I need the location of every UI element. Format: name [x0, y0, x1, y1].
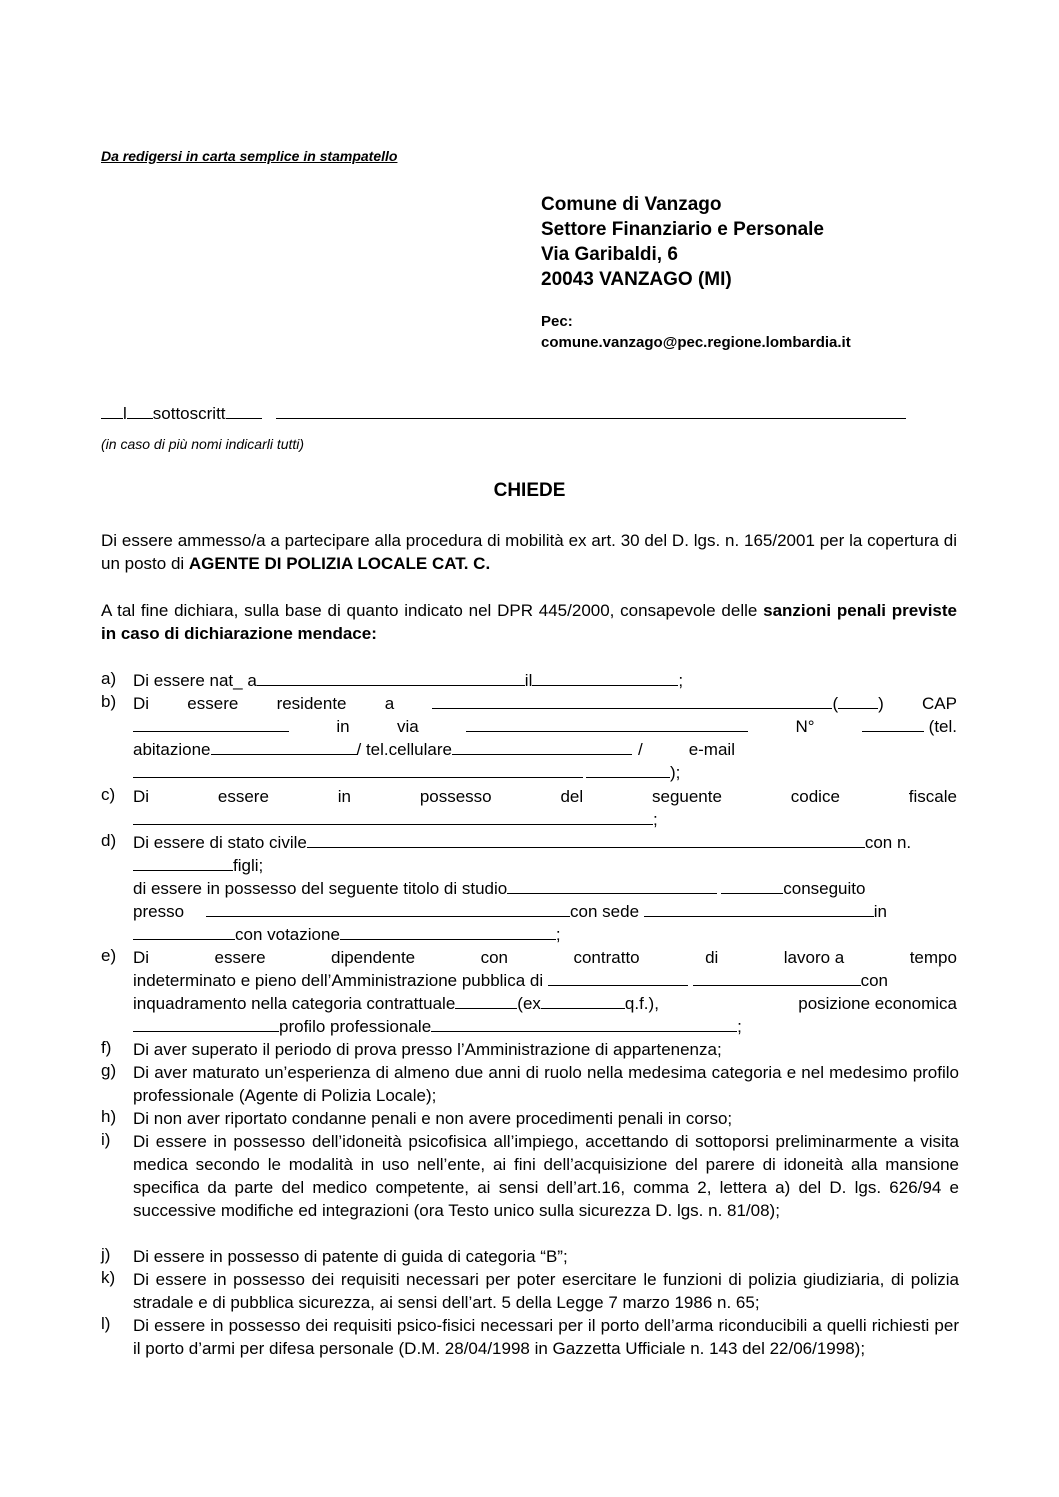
word: (tel. — [928, 717, 957, 736]
word: con sede — [570, 902, 640, 921]
cap-label: CAP — [922, 694, 957, 713]
word: con — [860, 971, 889, 990]
intro-paragraph — [101, 529, 957, 575]
word: N° — [795, 717, 815, 736]
cap-field[interactable] — [133, 715, 289, 732]
item-letter: k) — [101, 1268, 116, 1287]
word: con — [480, 948, 509, 967]
administration-field-2[interactable] — [693, 969, 861, 986]
recipient-line-1: Comune di Vanzago — [541, 194, 722, 215]
item-l-text: Di essere in possesso dei requisiti psico-fisici necessari per il porto dell’arma riconducibili a quelli richiesti per il porto d’armi per difesa personale (D.M. 28/04/1998 in Gazzetta Ufficiale n. 143 del 22/06/1998); — [133, 1316, 959, 1358]
pec-address: comune.vanzago@pec.regione.lombardia.it — [541, 334, 851, 351]
item-e-line-3 — [133, 992, 957, 1015]
item-b-line-4b — [586, 761, 706, 784]
word: Di — [133, 787, 150, 806]
item-d-line-4 — [133, 900, 957, 923]
birthdate-field[interactable] — [532, 669, 678, 686]
word: possesso — [419, 787, 492, 806]
signatory-label: sottoscritt — [152, 404, 226, 423]
item-letter: j) — [101, 1245, 111, 1264]
word: Di essere di stato civile — [133, 833, 307, 852]
word: e-mail — [688, 740, 735, 759]
grade-field[interactable] — [340, 923, 556, 940]
word: residente — [276, 694, 347, 713]
word: in — [873, 902, 887, 921]
item-d-line-5 — [133, 923, 957, 946]
signatory-note: (in caso di più nomi indicarli tutti) — [101, 436, 305, 452]
word: di — [705, 948, 719, 967]
residence-city-field[interactable] — [432, 692, 832, 709]
former-category-field[interactable] — [541, 992, 625, 1009]
item-b-line-2 — [133, 715, 957, 738]
intro-bold: AGENTE DI POLIZIA LOCALE CAT. C. — [188, 554, 491, 573]
word: Di — [133, 948, 150, 967]
item-letter: f) — [101, 1038, 112, 1057]
home-phone-field[interactable] — [211, 738, 357, 755]
punct: ( — [832, 694, 839, 713]
item-f-text: Di aver superato il periodo di prova presso l’Amministrazione di appartenenza; — [133, 1040, 722, 1059]
administration-field[interactable] — [548, 969, 688, 986]
year-field[interactable] — [133, 923, 235, 940]
item-k-text: Di essere in possesso dei requisiti necessari per poter esercitare le funzioni di polizia giudiziaria, di polizia stradale e di pubblica sicurezza, ai sensi dell’art. 5 della Legge 7 marzo 1986 n. 65; — [133, 1270, 959, 1312]
item-i-text: Di essere in possesso dell’idoneità psicofisica all’impiego, accettando di sottoporsi preliminarmente a visita medica secondo le modalità in uso nell’ente, ai fini dell’acquisizione del parere di idoneità alla mansione specifica da parte del medico competente, ai sensi dell’art.16, comma 2, lettera a) del D. lgs. 626/94 e successive modifiche ed integrazioni (ora Testo unico sulla sicurezza D. lgs. n. 81/08); — [133, 1132, 959, 1220]
word: via — [396, 717, 419, 736]
item-b-line-3 — [133, 738, 957, 761]
item-c-line-2 — [133, 808, 957, 831]
item-a-text: Di essere nat_ a — [133, 671, 257, 690]
punct: ; — [555, 925, 561, 944]
word: fiscale — [908, 787, 957, 806]
intro-text: Di essere ammesso/a a partecipare alla procedura di mobilità ex art. 30 del D. lgs. n. 165/2001 per la copertura di un posto di — [101, 531, 957, 573]
item-d-line-1 — [133, 831, 957, 854]
blank[interactable] — [226, 402, 262, 419]
item-b-line-4 — [133, 761, 957, 784]
email-field-2[interactable] — [586, 761, 670, 778]
street-field[interactable] — [466, 715, 748, 732]
word: codice — [790, 787, 840, 806]
word: q.f.), — [624, 994, 659, 1013]
header-note: Da redigersi in carta semplice in stampatello — [101, 148, 398, 164]
word: seguente — [651, 787, 722, 806]
item-a-date-label: il — [524, 671, 533, 690]
word: del — [560, 787, 584, 806]
signatory-line — [101, 402, 906, 424]
word: con n. — [864, 833, 912, 852]
item-d-line-3 — [133, 877, 957, 900]
item-letter: b) — [101, 692, 117, 711]
item-letter: c) — [101, 785, 116, 804]
economic-position-field[interactable] — [133, 1015, 279, 1032]
recipient-line-4: 20043 VANZAGO (MI) — [541, 269, 732, 290]
item-letter: e) — [101, 946, 117, 965]
item-letter: g) — [101, 1061, 117, 1080]
birthplace-field[interactable] — [257, 669, 525, 686]
word: conseguito — [783, 879, 866, 898]
item-d-line-2 — [133, 854, 957, 877]
word: Di — [133, 694, 150, 713]
item-g-text: Di aver maturato un’esperienza di almeno due anni di ruolo nella medesima categoria e nel medesimo profilo professionale (Agente di Polizia Locale); — [133, 1063, 959, 1105]
recipient-line-3: Via Garibaldi, 6 — [541, 244, 678, 265]
item-j-text: Di essere in possesso di patente di guida di categoria “B”; — [133, 1247, 568, 1266]
word: lavoro a — [783, 948, 845, 967]
category-field[interactable] — [455, 992, 517, 1009]
recipient-line-2: Settore Finanziario e Personale — [541, 219, 824, 240]
word: essere — [217, 787, 269, 806]
province-field[interactable] — [838, 692, 878, 709]
children-count-field[interactable] — [133, 854, 233, 871]
page-title: CHIEDE — [493, 480, 566, 501]
word: posizione economica — [798, 994, 957, 1013]
word: figli; — [233, 856, 264, 875]
word: con votazione — [235, 925, 340, 944]
punct: ; — [678, 671, 684, 690]
institution-field[interactable] — [206, 900, 570, 917]
item-letter: d) — [101, 831, 117, 850]
word: in — [336, 717, 350, 736]
blank[interactable] — [101, 402, 123, 419]
blank[interactable] — [127, 402, 153, 419]
signatory-prefix: l — [123, 404, 127, 423]
word: essere — [214, 948, 266, 967]
degree-field-2[interactable] — [721, 877, 783, 894]
professional-profile-field[interactable] — [431, 1015, 737, 1032]
item-e-line-1 — [133, 946, 957, 969]
item-e-line-2 — [133, 969, 957, 992]
punct: ; — [653, 810, 658, 829]
marital-status-field[interactable] — [307, 831, 865, 848]
tax-code-field[interactable] — [133, 808, 653, 825]
degree-field[interactable] — [507, 877, 717, 894]
word: a — [384, 694, 395, 713]
house-number-field[interactable] — [862, 715, 924, 732]
item-b-line-1 — [133, 692, 957, 715]
word: dipendente — [331, 948, 416, 967]
mobile-phone-field[interactable] — [452, 738, 632, 755]
declaration-paragraph — [101, 599, 957, 645]
pec-label: Pec: — [541, 313, 573, 330]
word: indeterminato e pieno dell’Amministrazione pubblica di — [133, 971, 544, 990]
word: profilo professionale — [279, 1017, 432, 1036]
word: contratto — [573, 948, 640, 967]
word: / tel.cellulare — [356, 740, 452, 759]
email-field[interactable] — [133, 761, 583, 778]
word: di essere in possesso del seguente titolo di studio — [133, 879, 508, 898]
punct: / — [637, 740, 643, 759]
word: (ex — [517, 994, 541, 1013]
word: tempo — [909, 948, 957, 967]
item-letter: i) — [101, 1130, 111, 1149]
punct: ); — [670, 763, 681, 782]
word: inquadramento nella categoria contrattuale — [133, 994, 456, 1013]
declaration-text: A tal fine dichiara, sulla base di quanto indicato nel DPR 445/2000, consapevole delle — [101, 601, 764, 620]
word: presso — [133, 902, 185, 921]
item-letter: l) — [101, 1314, 111, 1333]
word: abitazione — [133, 740, 211, 759]
item-letter: h) — [101, 1107, 117, 1126]
item-a — [133, 669, 957, 692]
item-letter: a) — [101, 669, 117, 688]
item-e-line-4 — [133, 1015, 957, 1038]
institution-location-field[interactable] — [644, 900, 874, 917]
declaration-bold: sanzioni penali previste in caso di dichiarazione mendace: — [101, 601, 957, 643]
item-h-text: Di non aver riportato condanne penali e non avere procedimenti penali in corso; — [133, 1109, 733, 1128]
punct: ) — [878, 694, 884, 713]
word: essere — [187, 694, 239, 713]
item-c-line-1 — [133, 785, 957, 808]
word: in — [337, 787, 351, 806]
punct: ; — [737, 1017, 742, 1036]
name-field[interactable] — [276, 402, 906, 419]
